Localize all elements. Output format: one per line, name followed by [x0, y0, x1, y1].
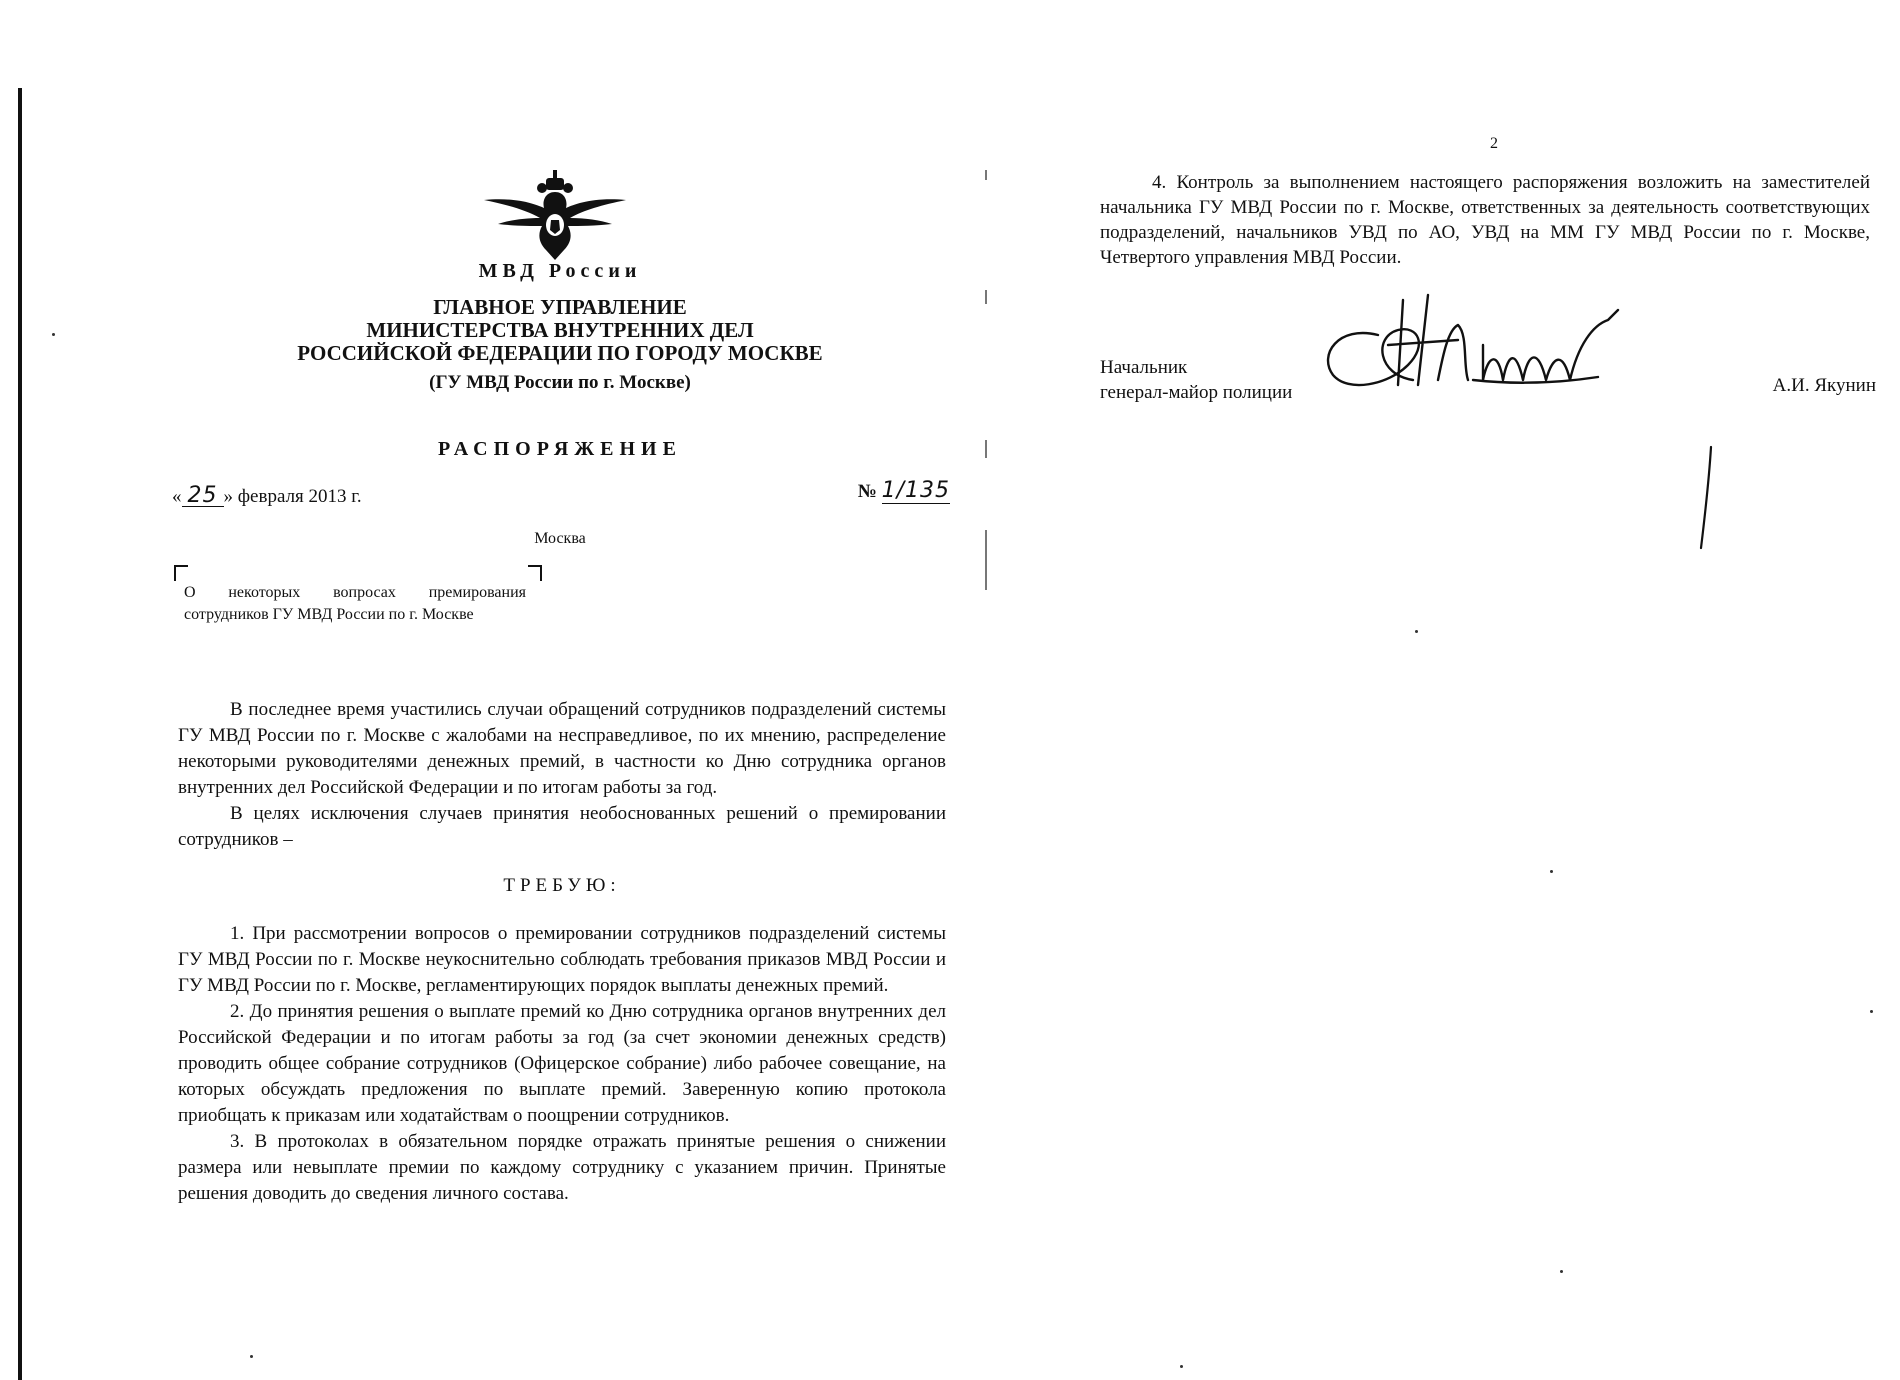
signatory-title: [1100, 355, 1292, 405]
scan-speck: [1550, 870, 1553, 873]
org-abbreviation: (ГУ МВД России по г. Москве): [429, 372, 691, 393]
page-fold-marks: [985, 170, 987, 590]
number-prefix: №: [857, 481, 877, 502]
order-page-2: [1100, 135, 1880, 435]
scan-edge-line: [18, 88, 22, 1380]
demand-heading: ТРЕБУЮ:: [503, 875, 621, 896]
org-short-name: МВД России: [478, 260, 642, 282]
document-body: [178, 697, 946, 1207]
document-type-title: РАСПОРЯЖЕНИЕ: [438, 438, 682, 460]
document-date: [172, 483, 362, 508]
order-item: 4. Контроль за выполнением настоящего распоряжения возложить на заместителей начальника ГУ МВД России по г. Москве, ответственных за деятельность соответствующих подразделений, начальников УВД по АО, УВД на ММ ГУ МВД России по г. Москве, Четвертого управления МВД России.: [1100, 172, 1870, 268]
scan-speck: [250, 1355, 253, 1358]
body-paragraph: В целях исключения случаев принятия необоснованных решений о премировании сотрудников –: [178, 803, 946, 850]
pen-stroke-mark: [1697, 445, 1717, 550]
date-open-quote: «: [172, 486, 182, 507]
org-full-line: ГЛАВНОЕ УПРАВЛЕНИЕ: [433, 295, 687, 319]
scan-speck: [1560, 1270, 1563, 1273]
order-item: 2. До принятия решения о выплате премий ко Дню сотрудника органов внутренних дел Российской Федерации и по итогам работы за год (за счет экономии денежных средств) проводить общее собрание сотрудников (Офицерское собрание) либо рабочее совещание, на которых обсуждать предложения по выплате премий. Заверенную копию протокола приобщать к приказам или ходатайствам о поощрении сотрудников.: [178, 1001, 946, 1126]
date-month-year: » февраля 2013 г.: [223, 486, 362, 507]
scan-speck: [52, 333, 55, 336]
page-number: 2: [1490, 135, 1498, 152]
signatory-rank: генерал-майор полиции: [1100, 382, 1293, 403]
signatory-name: А.И. Якунин: [1772, 375, 1876, 396]
order-item: 1. При рассмотрении вопросов о премировании сотрудников подразделений системы ГУ МВД России по г. Москве неукоснительно соблюдать требования приказов МВД России и ГУ МВД России по г. Москве, регламентирующих порядок выплаты денежных премий.: [178, 923, 946, 996]
org-full-name: [170, 296, 950, 365]
scan-speck: [1415, 630, 1418, 633]
org-full-line: МИНИСТЕРСТВА ВНУТРЕННИХ ДЕЛ: [366, 318, 754, 342]
number-value-handwritten: 1/135: [881, 478, 950, 503]
subject-bracket-left: [174, 565, 188, 581]
body-paragraph: В последнее время участились случаи обращений сотрудников подразделений системы ГУ МВД России по г. Москве с жалобами на несправедливое, по их мнению, распределение некоторыми руководителями денежных премий, в частности ко Дню сотрудника органов внутренних дел Российской Федерации и по итогам работы за год.: [178, 699, 946, 798]
double-headed-eagle-icon: [480, 170, 630, 265]
handwritten-signature-icon: [1318, 285, 1658, 405]
document-body-continued: [1100, 170, 1870, 270]
org-full-line: РОССИЙСКОЙ ФЕДЕРАЦИИ ПО ГОРОДУ МОСКВЕ: [297, 341, 823, 365]
document-subject: О некоторых вопросах премирования сотрудников ГУ МВД России по г. Москве: [184, 584, 526, 623]
scan-speck: [1180, 1365, 1183, 1368]
document-city: Москва: [534, 530, 586, 547]
scan-speck: [1870, 1010, 1873, 1013]
date-day-handwritten: 25: [182, 486, 224, 507]
document-number: [858, 478, 950, 503]
subject-bracket-right: [528, 565, 542, 581]
signatory-position: Начальник: [1100, 357, 1188, 378]
order-item: 3. В протоколах в обязательном порядке отражать принятые решения о снижении размера или невыплате премии по каждому сотруднику с указанием причин. Принятые решения доводить до сведения личного состава.: [178, 1131, 946, 1204]
order-page-1: [170, 150, 950, 1350]
